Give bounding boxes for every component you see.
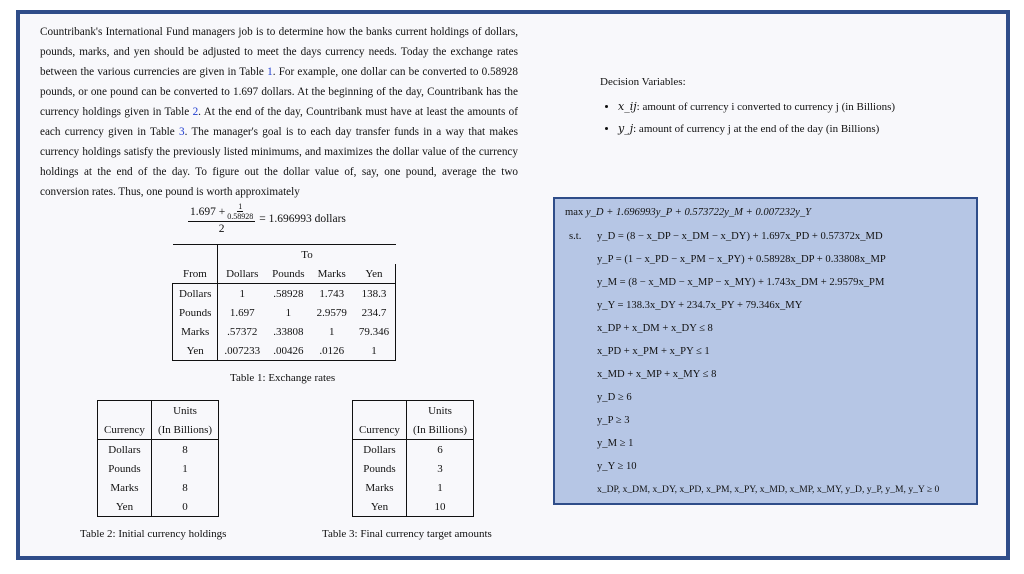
table-row [98,440,219,460]
table-cell: 79.346 [353,322,396,341]
table-cell: 0 [151,497,218,517]
problem-description [40,22,518,202]
constraint-line: y_D = (8 − x_DP − x_DM − x_DY) + 1.697x_PD + 0.57372x_MD [597,231,883,242]
inner-numerator: 1 [238,202,243,211]
constraint-line: y_M = (8 − x_MD − x_MP − x_MY) + 1.743x_DM + 2.9579x_PM [597,277,885,288]
table-row [173,341,396,361]
constraint-line: y_D ≥ 6 [597,392,632,403]
table-row [98,497,219,517]
table-cell: 2.9579 [316,306,347,319]
table-row [173,284,396,304]
row-label: Yen [173,341,218,361]
paragraph-text-2: . For example, one dollar can be converted to 0.58928 pounds, or one pound can be converted to 1.697 dollars. At the beginning of the day, Countribank has the currency holdings given in Table [40,66,518,118]
paragraph-text-1: Countribank's International Fund managers job is to determine how the banks current holdings of dollars, pounds, marks, and yen should be adjusted to meet the days currency needs. Today the exchange rates between the various currencies are given in Table [40,26,518,78]
table-cell: 1 [151,459,218,478]
table-cell: 138.3 [353,284,396,304]
constraint-line: y_M ≥ 1 [597,438,634,449]
row-label: Dollars [353,440,407,460]
table-cell: 6 [406,440,473,460]
paragraph-text-4: . The manager's goal is to each day transfer funds in a way that makes currency holdings satisfy the previously listed minimums, and maximizes the dollar value of the currency holdings at the end of the day. To figure out the dollar value of, say, one pound, average the two conversion rates. Thus, one pound is worth approximately [40,126,518,198]
pound-value-equation [188,202,346,236]
col-header: Pounds [266,264,310,284]
from-header: From [173,264,218,284]
nonnegativity-constraint: x_DP, x_DM, x_DY, x_PD, x_PM, x_PY, x_MD, x_MP, x_MY, y_D, y_P, y_M, y_Y ≥ 0 [597,484,940,495]
units-subheader: (In Billions) [151,420,218,440]
units-header: Units [151,401,218,421]
table-cell: 3 [406,459,473,478]
constraint-line: x_DP + x_DM + x_DY ≤ 8 [597,323,713,334]
paragraph-text-3: . At the end of the day, Countribank must have at least the amounts of each currency given in Table [40,106,518,138]
constraint-line: y_P = (1 − x_PD − x_PM − x_PY) + 0.58928x_DP + 0.33808x_MP [597,254,886,265]
table-row [98,459,219,478]
table-cell: 1 [285,306,292,319]
exchange-rates-table [172,244,396,361]
table-2-link[interactable]: 2 [192,106,199,118]
constraints-label: s.t. [569,231,582,242]
table-row [353,459,474,478]
table-cell: .007233 [218,341,266,361]
to-header: To [218,245,396,265]
col-header: Dollars [218,264,266,284]
constraint-line: y_P ≥ 3 [597,415,630,426]
row-label: Marks [173,322,218,341]
table-cell: .33808 [273,325,304,338]
constraint-line: y_Y = 138.3x_DY + 234.7x_PY + 79.346x_MY [597,300,803,311]
table-cell: 8 [151,440,218,460]
variable-description: : amount of currency i converted to currency j (in Billions) [636,101,896,113]
currency-header: Currency [353,420,407,440]
constraint-line: x_MD + x_MP + x_MY ≤ 8 [597,369,717,380]
table-row [353,440,474,460]
table-row [173,322,396,341]
table-cell: 1.743 [319,287,345,300]
table-cell: .58928 [273,287,304,300]
equation-result: = 1.696993 dollars [259,213,346,225]
row-label: Pounds [353,459,407,478]
objective-line [565,207,811,218]
table-cell: 1.697 [229,306,255,319]
table-1-link[interactable]: 1 [267,66,273,78]
table-1-caption: Table 1: Exchange rates [230,372,336,384]
objective-expression: y_D + 1.696993y_P + 0.573722y_M + 0.007232y_Y [585,207,812,218]
currency-header: Currency [98,420,152,440]
list-item [618,118,895,140]
constraint-line: y_Y ≥ 10 [597,461,637,472]
row-label: Pounds [98,459,152,478]
table-cell: 1 [406,478,473,497]
table-row [98,478,219,497]
table-cell: .00426 [266,341,310,361]
objective-label: max [565,207,584,218]
row-label: Yen [353,497,407,517]
units-subheader: (In Billions) [406,420,473,440]
list-item [618,96,895,118]
row-label: Marks [353,478,407,497]
col-header: Marks [311,264,353,284]
main-fraction [188,202,255,236]
variable-description: : amount of currency j at the end of the day (in Billions) [633,123,880,135]
table-cell: 10 [406,497,473,517]
table-cell: 8 [151,478,218,497]
decision-variables [600,76,895,140]
table-3-link[interactable]: 3 [179,126,185,138]
table-cell: 234.7 [353,303,396,322]
constraint-line: x_PD + x_PM + x_PY ≤ 1 [597,346,710,357]
fraction-numerator [188,202,255,222]
initial-holdings-table [97,400,219,517]
table-2-caption: Table 2: Initial currency holdings [80,528,227,540]
decision-variables-title: Decision Variables: [600,76,686,88]
col-header: Yen [353,264,396,284]
lp-model-box [553,197,978,505]
inner-fraction [227,202,253,221]
table-cell: 1 [353,341,396,361]
table-row [353,478,474,497]
numerator-left: 1.697 + [190,205,226,218]
row-label: Marks [98,478,152,497]
table-cell: .57372 [227,325,258,338]
final-targets-table [352,400,474,517]
fraction-denominator: 2 [218,223,225,235]
variable-symbol: y_j [618,122,634,135]
table-3-caption: Table 3: Final currency target amounts [322,528,492,540]
table-row [173,303,396,322]
slide-frame [16,10,1010,560]
row-label: Dollars [98,440,152,460]
table-cell: 1 [328,325,335,338]
row-label: Yen [98,497,152,517]
row-label: Pounds [173,303,218,322]
units-header: Units [406,401,473,421]
table-cell: 1 [239,287,246,300]
table-row [353,497,474,517]
variable-symbol: x_ij [618,100,637,113]
row-label: Dollars [173,284,218,304]
table-cell: .0126 [311,341,353,361]
inner-denominator: 0.58928 [227,212,254,221]
